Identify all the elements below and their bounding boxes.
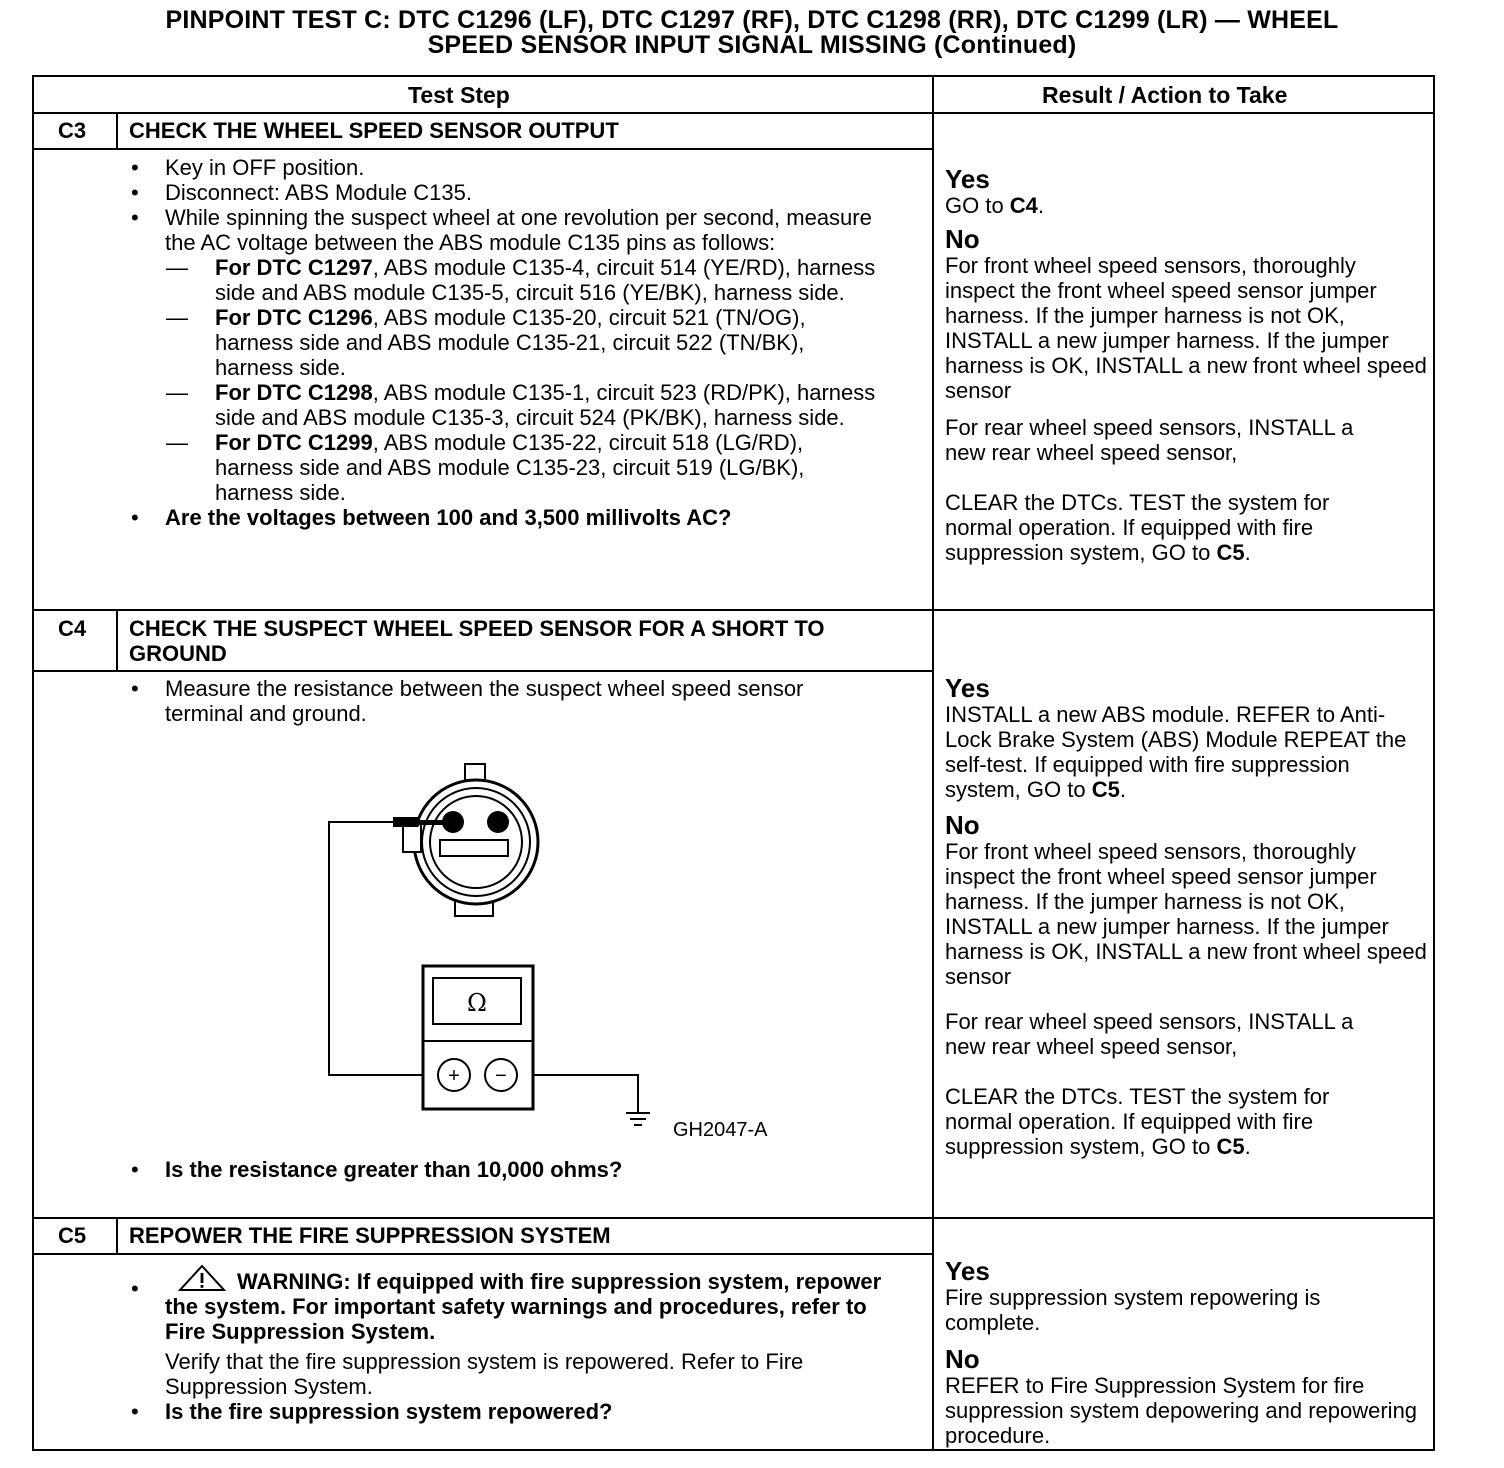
step-title-c4: CHECK THE SUSPECT WHEEL SPEED SENSOR FOR A SHORT TO GROUND: [129, 616, 825, 666]
c3-no-p3: CLEAR the DTCs. TEST the system for normal operation. If equipped with fire suppression system, GO to C5.: [945, 490, 1330, 565]
c4-no-p3: CLEAR the DTCs. TEST the system for normal operation. If equipped with fire suppression system, GO to C5.: [945, 1084, 1330, 1159]
c5-question: • Is the fire suppression system repowered?: [131, 1399, 613, 1424]
header-divider: [32, 112, 1435, 114]
id-divider-c4: [116, 611, 118, 671]
figure-label: GH2047-A: [673, 1119, 768, 1141]
list-item: • Measure the resistance between the suspect wheel speed sensor terminal and ground.: [131, 676, 804, 726]
ground-icon: [626, 1113, 650, 1125]
c4-question: • Is the resistance greater than 10,000 ohms?: [131, 1157, 623, 1182]
ohmmeter-icon: [423, 966, 533, 1109]
header-result: Result / Action to Take: [1042, 82, 1288, 108]
c5-verify: Verify that the fire suppression system is repowered. Refer to Fire Suppression System.: [165, 1349, 804, 1399]
sub-item-c1296: — For DTC C1296, ABS module C135-20, circuit 521 (TN/OG), harness side and ABS module C135-21, circuit 522 (TN/BK), harness side.: [166, 305, 806, 380]
sub-item-c1298: — For DTC C1298, ABS module C135-1, circuit 523 (RD/PK), harness side and ABS module C135-3, circuit 524 (PK/BK), harness side.: [166, 380, 876, 430]
c3-title-divider: [32, 148, 933, 150]
sensor-resistance-figure: [300, 750, 820, 1150]
minus-terminal: −: [495, 1065, 507, 1087]
c4-yes-p: INSTALL a new ABS module. REFER to Anti-Lock Brake System (ABS) Module REPEAT the self-test. If equipped with fire suppression system, GO to C5.: [945, 702, 1407, 802]
column-divider: [932, 75, 934, 1451]
sensor-terminal-2: [487, 811, 509, 833]
sensor-connector-icon: [403, 764, 538, 916]
c4-yes-label: Yes: [945, 673, 990, 703]
c5-title-divider: [32, 1253, 933, 1255]
c3-no-label: No: [945, 224, 980, 254]
list-item: • Disconnect: ABS Module C135.: [131, 180, 472, 205]
step-id-c5: C5: [58, 1223, 87, 1248]
c3-result: [945, 165, 1430, 565]
step-title-c3: CHECK THE WHEEL SPEED SENSOR OUTPUT: [129, 118, 619, 143]
c4-no-p2: For rear wheel speed sensors, INSTALL a new rear wheel speed sensor,: [945, 1009, 1354, 1059]
warning-triangle-icon: [177, 1264, 227, 1292]
step-title-c5: REPOWER THE FIRE SUPPRESSION SYSTEM: [129, 1223, 611, 1248]
title-line-1: PINPOINT TEST C: DTC C1296 (LF), DTC C1297 (RF), DTC C1298 (RR), DTC C1299 (LR) — WHEEL: [165, 6, 1339, 34]
list-item: • Key in OFF position.: [131, 155, 365, 180]
header-test-step: Test Step: [408, 82, 510, 108]
c3-no-p1: For front wheel speed sensors, thoroughly inspect the front wheel speed sensor jumper harness. If the jumper harness is not OK, INSTALL a new jumper harness. If the jumper harness is OK, INSTALL a new front wheel speed sensor: [945, 253, 1427, 403]
c5-yes-label: Yes: [945, 1256, 990, 1286]
c4-result: [945, 674, 1430, 1159]
c4-no-label: No: [945, 810, 980, 840]
list-item: • While spinning the suspect wheel at one revolution per second, measure the AC voltage between the ABS module C135 pins as follows:: [131, 205, 872, 255]
sub-item-c1299: — For DTC C1299, ABS module C135-22, circuit 518 (LG/RD), harness side and ABS module C135-23, circuit 519 (LG/BK), harness side.: [166, 430, 805, 505]
sub-item-c1297: — For DTC C1297, ABS module C135-4, circuit 514 (YE/RD), harness side and ABS module C135-5, circuit 516 (YE/BK), harness side.: [166, 255, 876, 305]
c3-question: • Are the voltages between 100 and 3,500 millivolts AC?: [131, 505, 732, 530]
ohm-symbol: Ω: [467, 989, 487, 1017]
c5-no-label: No: [945, 1344, 980, 1374]
c4-bottom-divider: [32, 1217, 1435, 1219]
c3-no-p2: For rear wheel speed sensors, INSTALL a new rear wheel speed sensor,: [945, 415, 1354, 465]
c5-yes-p: Fire suppression system repowering is complete.: [945, 1285, 1321, 1335]
c3-step-body: [131, 155, 910, 530]
c5-result: [945, 1257, 1430, 1448]
c4-title-divider: [32, 670, 933, 672]
id-divider-c5: [116, 1219, 118, 1254]
c4-step-body: [131, 676, 845, 726]
c3-bottom-divider: [32, 609, 1435, 611]
plus-terminal: +: [448, 1065, 460, 1087]
title-line-2: SPEED SENSOR INPUT SIGNAL MISSING (Continued): [427, 31, 1077, 59]
page-title: [0, 8, 1504, 58]
step-id-c3: C3: [58, 118, 87, 143]
c5-no-p: REFER to Fire Suppression System for fire suppression system depowering and repowering procedure.: [945, 1373, 1418, 1448]
c5-step-body: [131, 1264, 905, 1424]
c5-warning: • WARNING: If equipped with fire suppression system, repower the system. For important safety warnings and procedures, refer to Fire Suppression System.: [165, 1264, 895, 1344]
step-id-c4: C4: [58, 616, 87, 641]
c4-question-block: [131, 1157, 865, 1182]
id-divider-c3: [116, 114, 118, 149]
c3-yes-label: Yes: [945, 164, 990, 194]
c4-no-p1: For front wheel speed sensors, thoroughly inspect the front wheel speed sensor jumper harness. If the jumper harness is not OK, INSTALL a new jumper harness. If the jumper harness is OK, INSTALL a new front wheel speed sensor: [945, 839, 1427, 989]
c3-yes-action: GO to C4.: [945, 193, 1045, 218]
